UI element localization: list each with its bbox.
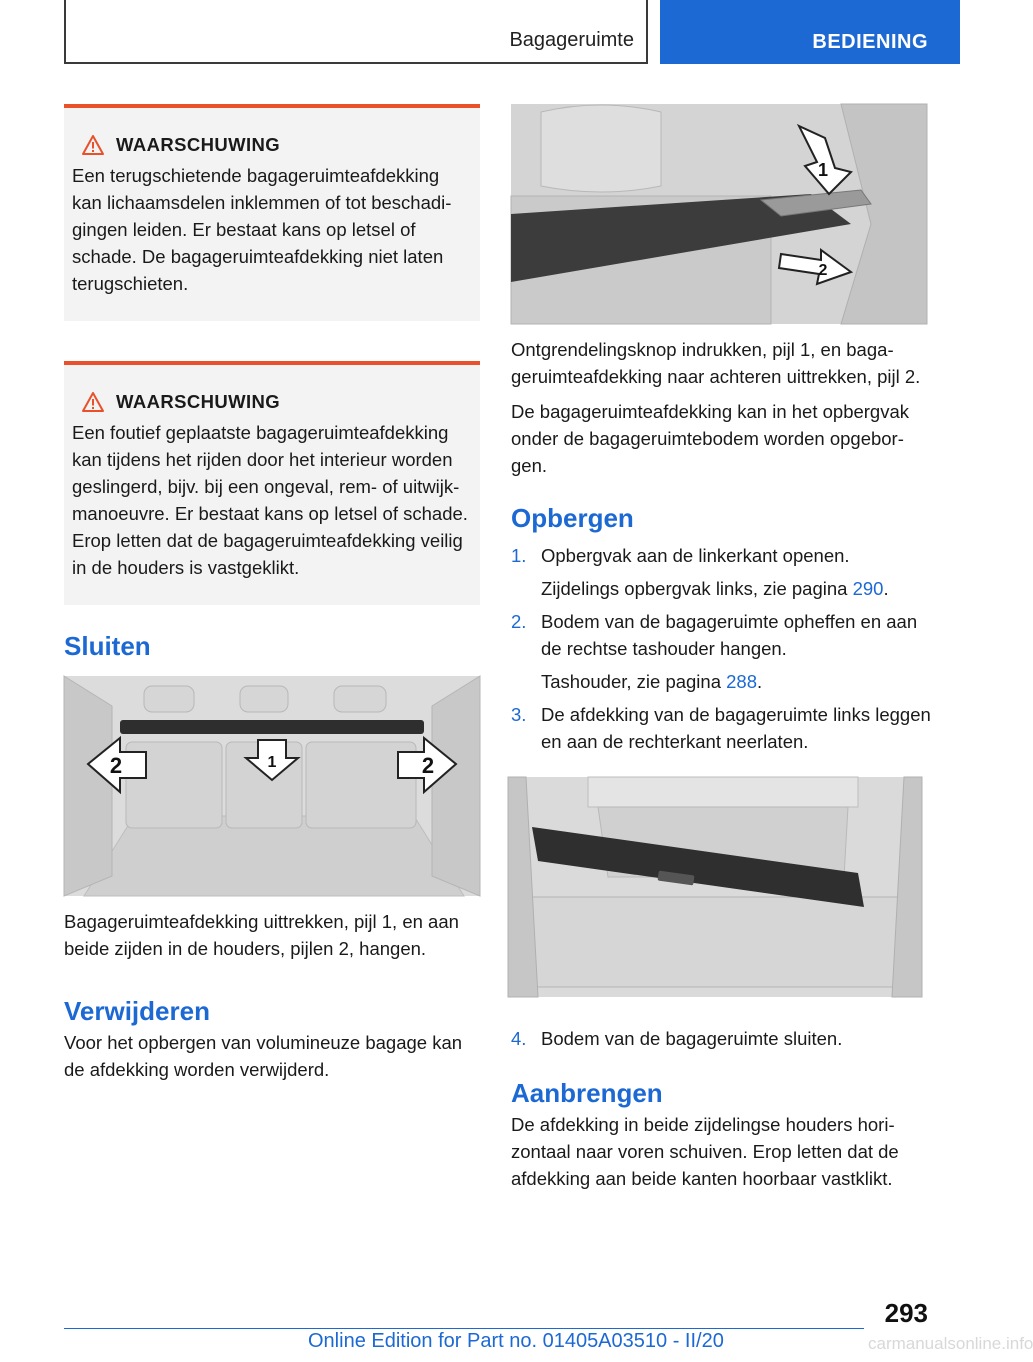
header-section-title: Bagageruimte — [509, 29, 634, 51]
warning-text-1: Een terugschietende bagageruimteafdekking kan lichaamsdelen inklemmen of tot beschadigingen leiden. Er bestaat kans op letsel of schade. De bagageruimteafdekking niet laten terugschieten. — [72, 165, 452, 294]
list-item — [511, 701, 931, 755]
list-item — [511, 608, 931, 695]
caption-sluiten: Bagageruimteafdekking uittrekken, pijl 1, en aan beide zijden in de houders, pijlen 2, hangen. — [64, 911, 459, 959]
right-column — [511, 104, 931, 1192]
warning-text-2: Een foutief geplaatste bagageruimteafdekking kan tijdens het rijden door het interieur worden geslingerd, bijv. bij een ongeval, rem- of uitwijkmanoeuvre. Er bestaat kans op letsel of schade. Erop letten dat de bagageruimteafdekking veilig in de houders is vastgeklikt. — [72, 422, 468, 578]
text-store-in-compartment: De bagageruimteafdekking kan in het opbergvak onder de bagageruimtebodem worden opgeborgen. — [511, 401, 910, 476]
heading-sluiten: Sluiten — [64, 631, 151, 661]
watermark-logo: carmanualsonline.info — [868, 1334, 1033, 1353]
heading-aanbrengen: Aanbrengen — [511, 1078, 663, 1108]
text-verwijderen: Voor het opbergen van volumineuze bagage kan de afdekking worden verwijderd. — [64, 1032, 463, 1080]
figure-label-2-left: 2 — [109, 753, 123, 778]
step-text: Opbergvak aan de linkerkant openen. — [541, 545, 850, 566]
figure-closing-cover — [64, 676, 480, 896]
warning-title-1: WAARSCHUWING — [82, 134, 472, 156]
warning-triangle-icon — [82, 392, 104, 412]
step-number: 3. — [511, 704, 527, 725]
step-number: 4. — [511, 1028, 527, 1049]
heading-verwijderen: Verwijderen — [64, 996, 210, 1026]
figure-release-cover — [511, 104, 927, 324]
page-number: 293 — [884, 1298, 928, 1328]
list-item — [511, 542, 931, 602]
warning-box-2 — [64, 361, 480, 605]
header-chapter-tab — [660, 0, 960, 64]
header-section-box — [64, 0, 648, 64]
step-number: 2. — [511, 611, 527, 632]
step-text: Bodem van de bagageruimte opheffen en aan de rechtse tashouder hangen. — [541, 611, 918, 659]
caption-release: Ontgrendelingsknop indrukken, pijl 1, en bagageruimteafdekking naar achteren uittrekken, pijl 2. — [511, 339, 921, 387]
figure-stowed-cover — [508, 777, 922, 997]
footer-edition: Online Edition for Part no. 01405A03510 - II/20 — [308, 1330, 724, 1352]
list-item — [511, 1025, 931, 1052]
warning-title-2: WAARSCHUWING — [82, 391, 472, 413]
header-chapter-title: BEDIENING — [812, 31, 928, 53]
page-link-288[interactable]: 288 — [726, 671, 758, 692]
text-aanbrengen: De afdekking in beide zijdelingse houders horizontaal naar voren schuiven. Erop letten dat de afdekking aan beide kanten hoorbaar vastklikt. — [511, 1114, 899, 1189]
figure-label-2-right: 2 — [421, 753, 435, 778]
left-column — [64, 104, 480, 1083]
figure-label-1: 1 — [267, 754, 277, 771]
step-text: De afdekking van de bagageruimte links leggen en aan de rechterkant neerlaten. — [541, 704, 931, 752]
page-link-290[interactable]: 290 — [852, 578, 884, 599]
step-text: Bodem van de bagageruimte sluiten. — [541, 1028, 843, 1049]
footer-divider — [64, 1328, 864, 1329]
warning-box-1 — [64, 104, 480, 321]
warning-triangle-icon — [82, 135, 104, 155]
step-reference: Zijdelings opbergvak links, zie pagina 290. — [541, 578, 889, 599]
steps-list — [511, 542, 931, 755]
step-number: 1. — [511, 545, 527, 566]
figure-label-2: 2 — [818, 262, 828, 279]
heading-opbergen: Opbergen — [511, 503, 634, 533]
figure-label-1: 1 — [817, 160, 829, 180]
step-reference: Tashouder, zie pagina 288. — [541, 671, 763, 692]
